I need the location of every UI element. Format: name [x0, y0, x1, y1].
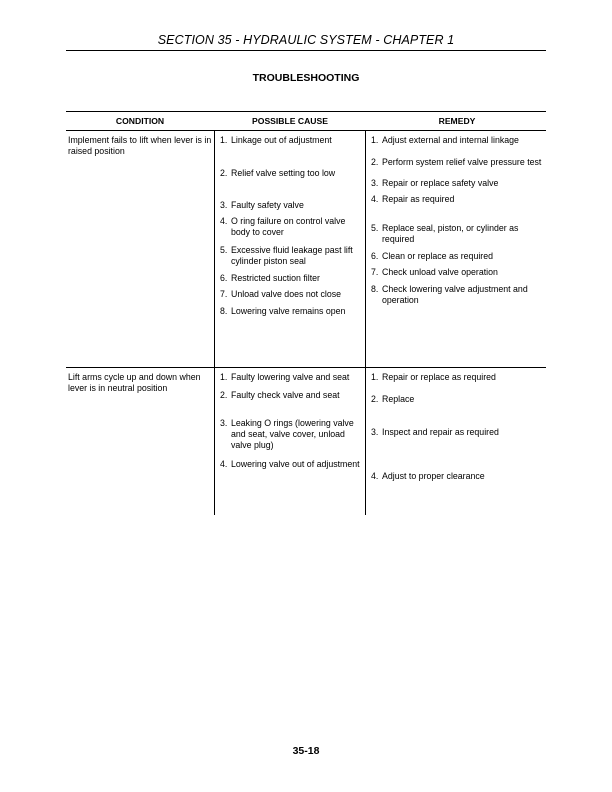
column-header-condition: CONDITION: [115, 116, 165, 126]
remedy-item: [371, 251, 544, 262]
cause-item: [220, 418, 361, 451]
cause-item: [220, 273, 361, 284]
cause-item: [220, 216, 361, 238]
cause-item: [220, 200, 361, 211]
remedy-item: [371, 372, 544, 383]
item-text: Lowering valve remains open: [231, 306, 346, 316]
remedy-item: [371, 267, 544, 278]
remedy-item: [371, 135, 544, 146]
item-text: Repair or replace safety valve: [382, 178, 499, 188]
item-number: 8.: [220, 306, 228, 316]
causes-cell: [214, 368, 365, 515]
item-text: Replace: [382, 394, 415, 404]
item-number: 5.: [220, 245, 228, 255]
remedy-item: [371, 194, 544, 205]
item-number: 8.: [371, 284, 379, 294]
remedies-cell: [365, 368, 546, 515]
item-number: 2.: [220, 168, 228, 178]
item-text: Clean or replace as required: [382, 251, 494, 261]
table-row: [66, 367, 546, 515]
table-row: [66, 131, 546, 367]
item-text: Leaking O rings (lowering valve and seat, valve cover, unload valve plug): [231, 418, 354, 450]
item-number: 1.: [371, 135, 379, 145]
item-text: Inspect and repair as required: [382, 427, 499, 437]
header-rule: [66, 50, 546, 51]
cause-item: [220, 306, 361, 317]
item-text: Excessive fluid leakage past lift cylinder piston seal: [231, 245, 353, 266]
item-number: 4.: [220, 216, 228, 226]
item-number: 6.: [220, 273, 228, 283]
page-number: 35-18: [292, 745, 320, 757]
remedy-item: [371, 471, 544, 482]
item-number: 3.: [371, 427, 379, 437]
causes-cell: [214, 131, 365, 367]
cause-item: [220, 168, 361, 179]
item-number: 4.: [371, 194, 379, 204]
remedies-cell: [365, 131, 546, 367]
item-number: 2.: [220, 390, 228, 400]
item-text: Faulty safety valve: [231, 200, 304, 210]
remedy-item: [371, 178, 544, 189]
condition-cell: Lift arms cycle up and down when lever is in neutral position: [68, 372, 201, 393]
item-number: 3.: [220, 418, 228, 428]
cause-item: [220, 245, 361, 267]
section-title: TROUBLESHOOTING: [252, 72, 360, 84]
item-number: 5.: [371, 223, 379, 233]
remedy-item: [371, 157, 544, 168]
item-text: Restricted suction filter: [231, 273, 320, 283]
remedy-item: [371, 284, 544, 306]
item-number: 4.: [371, 471, 379, 481]
item-number: 1.: [371, 372, 379, 382]
item-text: Repair or replace as required: [382, 372, 496, 382]
column-header-remedy: REMEDY: [438, 116, 476, 126]
item-number: 4.: [220, 459, 228, 469]
item-text: O ring failure on control valve body to cover: [231, 216, 346, 237]
item-number: 2.: [371, 394, 379, 404]
item-number: 2.: [371, 157, 379, 167]
cause-item: [220, 372, 361, 383]
item-text: Linkage out of adjustment: [231, 135, 332, 145]
item-text: Faulty lowering valve and seat: [231, 372, 350, 382]
item-number: 3.: [220, 200, 228, 210]
item-text: Replace seal, piston, or cylinder as required: [382, 223, 519, 244]
item-text: Unload valve does not close: [231, 289, 342, 299]
item-number: 6.: [371, 251, 379, 261]
cause-item: [220, 390, 361, 401]
item-number: 1.: [220, 372, 228, 382]
page-header: SECTION 35 - HYDRAULIC SYSTEM - CHAPTER 1: [157, 33, 455, 47]
item-number: 7.: [220, 289, 228, 299]
item-text: Adjust to proper clearance: [382, 471, 485, 481]
remedy-item: [371, 223, 544, 245]
troubleshooting-table: [66, 111, 546, 515]
item-number: 7.: [371, 267, 379, 277]
condition-cell: Implement fails to lift when lever is in raised position: [68, 135, 212, 156]
item-text: Faulty check valve and seat: [231, 390, 340, 400]
cause-item: [220, 135, 361, 146]
item-text: Perform system relief valve pressure test: [382, 157, 542, 167]
item-text: Repair as required: [382, 194, 455, 204]
item-text: Adjust external and internal linkage: [382, 135, 519, 145]
item-text: Lowering valve out of adjustment: [231, 459, 360, 469]
cause-item: [220, 289, 361, 300]
remedy-item: [371, 427, 544, 438]
item-text: Check lowering valve adjustment and operation: [382, 284, 528, 305]
item-text: Check unload valve operation: [382, 267, 498, 277]
item-text: Relief valve setting too low: [231, 168, 336, 178]
item-number: 1.: [220, 135, 228, 145]
table-header: [66, 111, 546, 131]
cause-item: [220, 459, 361, 470]
column-header-possible-cause: POSSIBLE CAUSE: [252, 116, 328, 126]
remedy-item: [371, 394, 544, 405]
item-number: 3.: [371, 178, 379, 188]
